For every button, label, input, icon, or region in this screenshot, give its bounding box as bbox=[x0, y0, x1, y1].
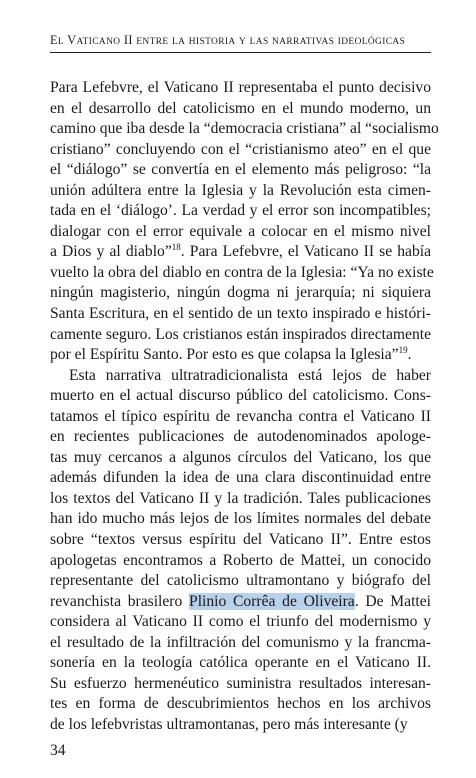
text-line: los textos del Vaticano II y la tradición. Tales publicaciones bbox=[50, 489, 431, 507]
text-line: en recientes publicaciones de autodenominados apologe- bbox=[50, 428, 431, 446]
text-segment: por el Espíritu Santo. Por esto es que colapsa la Iglesia” bbox=[50, 346, 399, 364]
page-number: 34 bbox=[50, 742, 66, 759]
text-line: vuelto la obra del diablo en contra de la Iglesia: “Ya no existe bbox=[50, 263, 434, 281]
footnote-ref[interactable]: 19 bbox=[398, 345, 408, 356]
text-line: ningún magisterio, ningún dogma ni jerarquía; ni siquiera bbox=[50, 284, 431, 302]
text-line: Para Lefebvre, el Vaticano II representaba el punto decisivo bbox=[50, 79, 431, 96]
text-line: tada en el ‘diálogo’. La verdad y el error son incompatibles; bbox=[50, 202, 431, 220]
running-head-text: EL VATICANO II ENTRE LA HISTORIA Y LAS NARRATIVAS IDEOLÓGICAS bbox=[50, 33, 406, 47]
footnote-ref[interactable]: 18 bbox=[171, 242, 181, 253]
text-line: Su esfuerzo hermenéutico suministra resultados interesan- bbox=[50, 674, 431, 692]
text-segment: revanchista brasilero bbox=[50, 592, 190, 610]
text-line: Santa Escritura, en el sentido de un texto inspirado e históri- bbox=[50, 305, 431, 323]
text-line: además difunden la idea de una clara discontinuidad entre bbox=[50, 469, 431, 487]
text-line: tas muy cercanos a algunos círculos del Vaticano, los que bbox=[50, 448, 431, 466]
text-line: el resultado de la infiltración del comunismo y la francma- bbox=[50, 633, 431, 651]
text-line: tes en forma de descubrimientos hechos en los archivos bbox=[50, 695, 431, 713]
text-line bbox=[50, 242, 431, 263]
text-segment: a Dios y al diablo” bbox=[50, 243, 172, 261]
text-line: representante del catolicismo ultramontano y biógrafo del bbox=[50, 572, 431, 590]
text-line: unión adúltera entre la Iglesia y la Revolución esta cimen- bbox=[50, 181, 431, 199]
text-line: dialogar con el error equivale a colocar en el mismo nivel bbox=[50, 222, 431, 240]
text-line: apologetas encontramos a Roberto de Mattei, un conocido bbox=[50, 551, 431, 569]
text-line: el “diálogo” se convertía en el elemento más peligroso: “la bbox=[50, 161, 431, 179]
body-text bbox=[50, 78, 439, 736]
running-head bbox=[50, 33, 431, 48]
text-line: de los lefebvristas ultramontanas, pero más interesante (y bbox=[50, 715, 408, 733]
text-line: en el desarrollo del catolicismo en el mundo moderno, un bbox=[50, 99, 431, 117]
text-line: sobre “textos versus espíritu del Vaticano II”. Entre estos bbox=[50, 531, 431, 549]
text-segment: . bbox=[407, 346, 412, 364]
text-line bbox=[50, 592, 431, 613]
text-line bbox=[50, 345, 431, 366]
text-line: tatamos el típico espíritu de revancha contra el Vaticano II bbox=[50, 407, 431, 425]
text-line: han ido mucho más lejos de los límites normales del debate bbox=[50, 510, 431, 528]
text-line: Esta narrativa ultratradicionalista está lejos de haber bbox=[69, 366, 431, 384]
text-line: camente seguro. Los cristianos están inspirados directamente bbox=[50, 325, 431, 343]
text-line: camino que iba desde la “democracia cristiana” al “socialismo bbox=[50, 120, 439, 138]
text-line: sonería en la teología católica operante en el Vaticano II. bbox=[50, 654, 431, 672]
text-segment: . Para Lefebvre, el Vaticano II se había bbox=[180, 243, 431, 261]
header-rule bbox=[50, 52, 431, 53]
text-line: cristiano” concluyendo con el “cristianismo ateo” en el que bbox=[50, 140, 431, 158]
selected-text[interactable]: Plinio Corrêa de Oliveira bbox=[189, 592, 355, 610]
text-segment: . De Mattei bbox=[354, 592, 431, 610]
text-line: muerto en el actual discurso público del catolicismo. Cons- bbox=[50, 387, 431, 405]
text-line: considera al Vaticano II como el triunfo del modernismo y bbox=[50, 613, 431, 631]
